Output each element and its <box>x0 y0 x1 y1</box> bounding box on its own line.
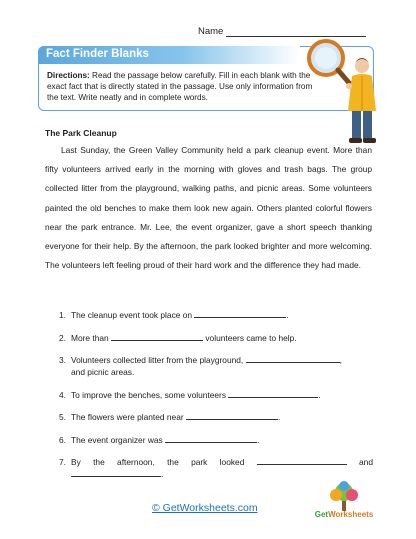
answer-blank-1[interactable] <box>194 309 286 318</box>
worksheet-title: Fact Finder Blanks <box>46 48 149 60</box>
question-7: 7. By the afternoon, the park looked and . <box>59 457 373 479</box>
answer-blank-7b[interactable] <box>71 468 161 477</box>
passage-title: The Park Cleanup <box>45 128 117 138</box>
title-banner <box>38 46 300 64</box>
question-3: 3. Volunteers collected litter from the playground, , and picnic areas. <box>59 355 342 377</box>
answer-blank-2[interactable] <box>111 332 203 341</box>
question-list <box>59 309 373 491</box>
footer-link[interactable]: © GetWorksheets.com <box>152 502 258 514</box>
question-5: 5. The flowers were planted near . <box>59 412 281 422</box>
tree-logo-icon <box>308 480 380 512</box>
directions-label: Directions: <box>47 71 90 80</box>
directions <box>47 70 319 103</box>
answer-blank-4[interactable] <box>228 389 318 398</box>
directions-text: Read the passage below carefully. Fill in each blank with the exact fact that is directly stated in the passage. Use only information from the text. Write neatly and in complete words. <box>47 71 313 102</box>
answer-blank-5[interactable] <box>186 411 278 420</box>
passage-body: Last Sunday, the Green Valley Community held a park cleanup event. More than fifty volunteers arrived early in the morning with gloves and trash bags. The group collected litter from the playground, walking paths, and picnic areas. Some volunteers painted the old benches to make them look new again. Others planted colorful flowers near the park entrance. Mr. Lee, the event organizer, gave a short speech thanking everyone for their help. By the afternoon, the park looked brighter and more welcoming. The volunteers left feeling proud of their hard work and the difference they had made. <box>45 145 372 271</box>
answer-blank-6[interactable] <box>165 434 257 443</box>
name-label: Name <box>198 26 224 37</box>
answer-blank-7a[interactable] <box>257 456 347 465</box>
logo-text: GetWorksheets <box>314 510 374 519</box>
question-4: 4. To improve the benches, some volunteers . <box>59 389 321 400</box>
question-2: 2. More than volunteers came to help. <box>59 332 297 343</box>
passage-text <box>45 141 372 275</box>
question-1: 1. The cleanup event took place on . <box>59 310 289 320</box>
getworksheets-logo <box>308 480 380 528</box>
answer-blank-3[interactable] <box>246 354 340 363</box>
magnifying-glass-icon <box>306 36 386 148</box>
question-6: 6. The event organizer was . <box>59 434 260 445</box>
